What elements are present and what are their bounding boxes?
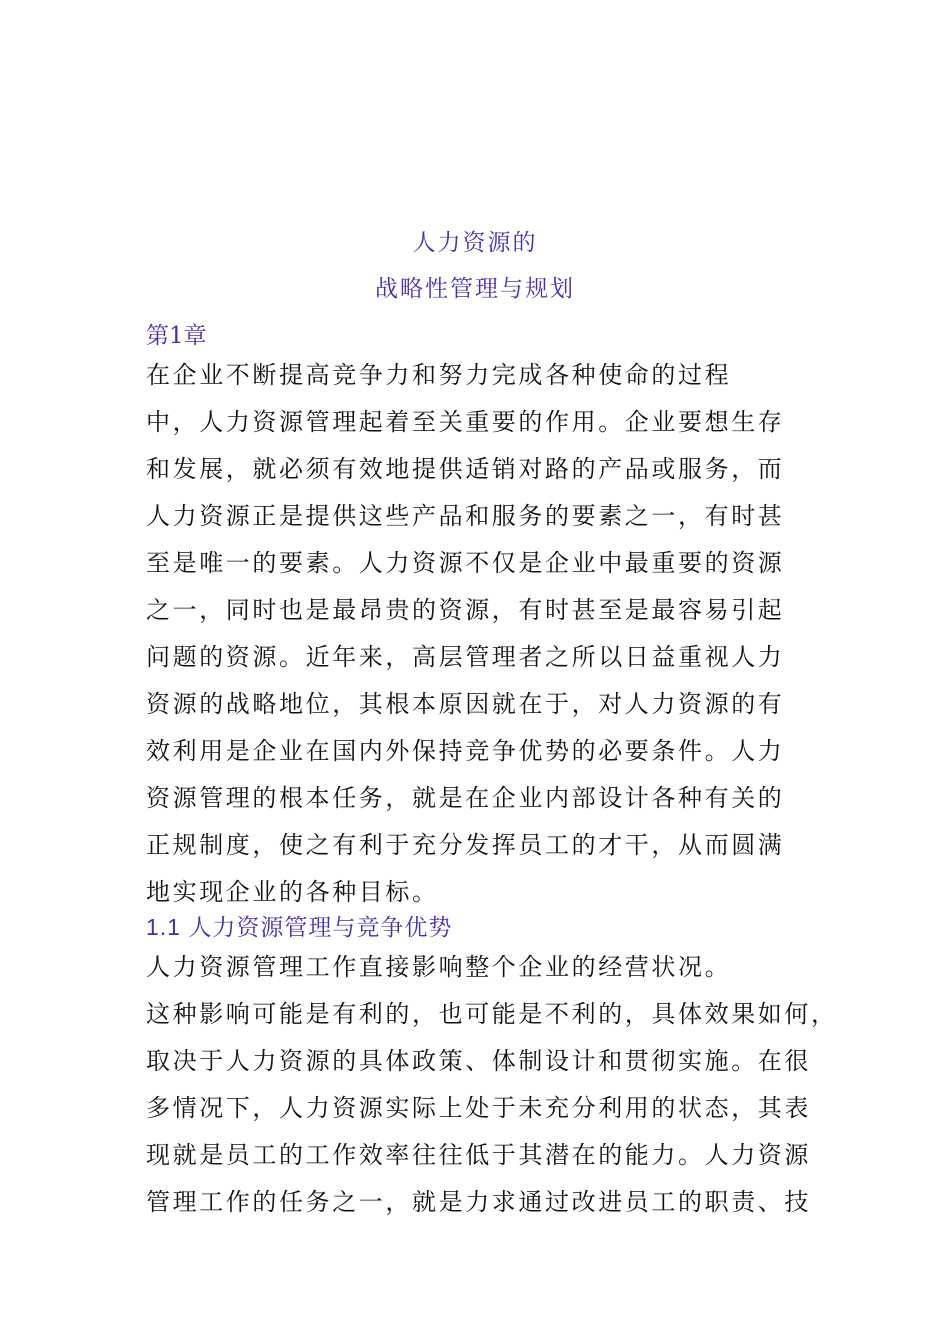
section-heading: 1.1 人力资源管理与竞争优势 xyxy=(146,914,453,940)
paragraph-line: 地实现企业的各种目标。 xyxy=(146,878,439,906)
paragraph-line: 效利用是企业在国内外保持竞争优势的必要条件。人力 xyxy=(146,737,785,765)
paragraph-line: 问题的资源。近年来，高层管理者之所以日益重视人力 xyxy=(146,643,785,671)
paragraph-line: 多情况下，人力资源实际上处于未充分利用的状态，其表 xyxy=(146,1094,811,1122)
paragraph-line: 之一，同时也是最昂贵的资源，有时甚至是最容易引起 xyxy=(146,596,785,624)
paragraph-line: 人力资源管理工作直接影响整个企业的经营状况。 xyxy=(146,953,732,981)
paragraph-2 xyxy=(146,944,906,1226)
paragraph-line: 取决于人力资源的具体政策、体制设计和贯彻实施。在很 xyxy=(146,1047,811,1075)
paragraph-line: 人力资源正是提供这些产品和服务的要素之一，有时甚 xyxy=(146,502,785,530)
chapter-heading: 第1章 xyxy=(146,323,207,349)
paragraph-line: 至是唯一的要素。人力资源不仅是企业中最重要的资源 xyxy=(146,549,785,577)
paragraph-line: 和发展，就必须有效地提供适销对路的产品或服务，而 xyxy=(146,455,785,483)
paragraph-line: 现就是员工的工作效率往往低于其潜在的能力。人力资源 xyxy=(146,1141,811,1169)
title-line-2: 战略性管理与规划 xyxy=(375,276,575,302)
paragraph-line: 中，人力资源管理起着至关重要的作用。企业要想生存 xyxy=(146,408,785,436)
title-line-1: 人力资源的 xyxy=(412,230,538,256)
paragraph-line: 这种影响可能是有利的，也可能是不利的，具体效果如何， xyxy=(146,1000,838,1028)
paragraph-line: 资源管理的根本任务，就是在企业内部设计各种有关的 xyxy=(146,784,785,812)
paragraph-line: 在企业不断提高竞争力和努力完成各种使命的过程 xyxy=(146,361,732,389)
paragraph-line: 资源的战略地位，其根本原因就在于，对人力资源的有 xyxy=(146,690,785,718)
paragraph-1 xyxy=(146,352,906,916)
paragraph-line: 管理工作的任务之一，就是力求通过改进员工的职责、技 xyxy=(146,1188,811,1216)
paragraph-line: 正规制度，使之有利于充分发挥员工的才干，从而圆满 xyxy=(146,831,785,859)
